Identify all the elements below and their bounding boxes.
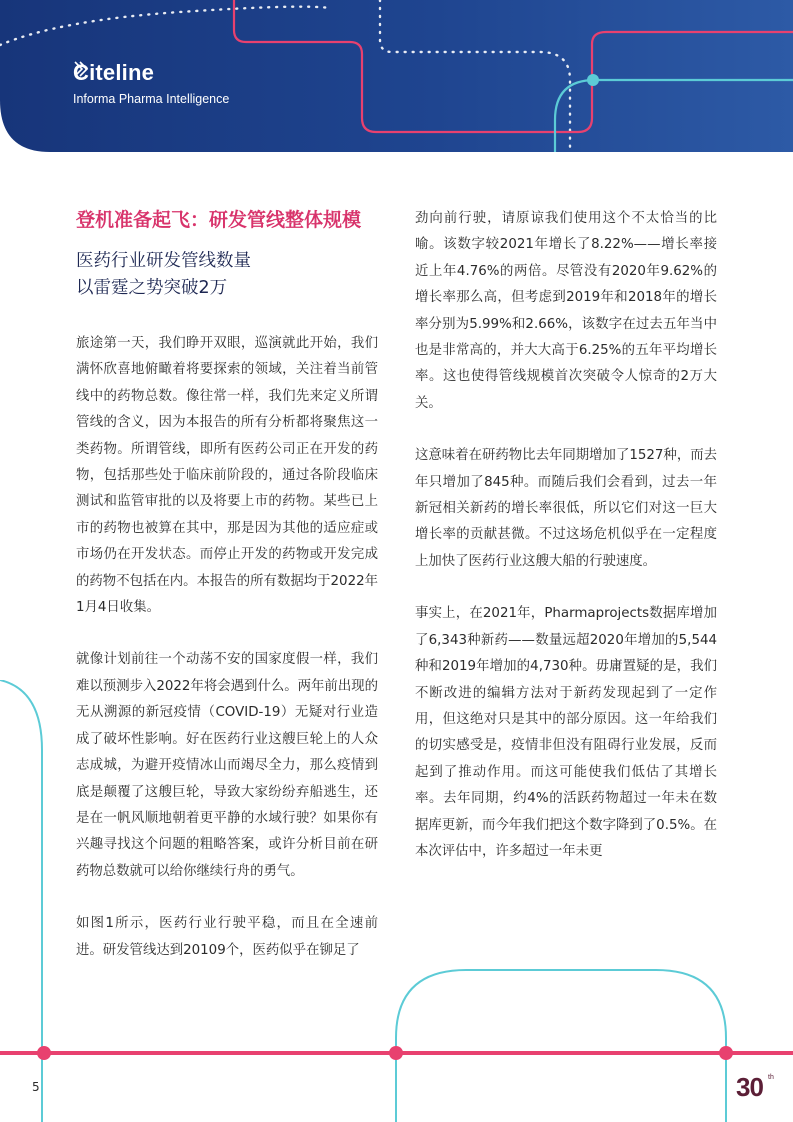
- paragraph: 事实上，在2021年，Pharmaprojects数据库增加了6,343种新药——数量远超2020年增加的5,544种和2019年增加的4,730种。毋庸置疑的是，我们不断改进的编辑方法对于新药发现起到了一定作用，但这绝对只是其中的部分原因。这一年给我们的切实感受是，疫情非但没有阻碍行业发展，反而起到了推动作用。而这可能使我们低估了其增长率。去年同期，约4%的活跃药物超过一年未在数据库更新，而今年我们把这个数字降到了0.5%。在本次评估中，许多超过一年未更: [415, 606, 717, 859]
- anniversary-number: 30: [736, 1072, 763, 1102]
- footer-dot: [37, 1046, 51, 1060]
- footer-dot: [389, 1046, 403, 1060]
- paragraph: 旅途第一天，我们睁开双眼，巡演就此开始，我们满怀欣喜地俯瞰着将要探索的领域，关注着当前管线中的药物总数。像往常一样，我们先来定义所谓管线的含义，因为本报告的所有分析都将聚焦这一类药物。所谓管线，即所有医药公司正在开发的药物，包括那些处于临床前阶段的，通过各阶段临床测试和监管审批的以及将要上市的药物。某些已上市的药物也被算在其中，那是因为其他的适应症或市场仍在开发状态。而停止开发的药物或开发完成的药物不包括在内。本报告的所有数据均于2022年1月4日收集。: [76, 336, 378, 616]
- page-number: 5: [32, 1080, 40, 1094]
- footer-decoration: [0, 960, 793, 1122]
- section-title: 登机准备起飞：研发管线整体规模: [76, 209, 362, 231]
- footer-dot: [719, 1046, 733, 1060]
- brand-tagline: Informa Pharma Intelligence: [73, 92, 230, 106]
- left-column: [76, 206, 378, 964]
- citeline-logo: [73, 60, 229, 106]
- header-banner: [0, 0, 793, 152]
- paragraph: 这意味着在研药物比去年同期增加了1527种，而去年只增加了845种。而随后我们会看到，过去一年新冠相关新药的增长率很低，所以它们对这一巨大增长率的贡献甚微。不过这场危机似乎在一定程度上加快了医药行业这艘大船的行驶速度。: [415, 448, 717, 569]
- right-column: [415, 206, 717, 865]
- paragraph: 如图1所示，医药行业行驶平稳，而且在全速前进。研发管线达到20109个，医药似乎在铆足了: [76, 916, 378, 958]
- anniversary-badge: [736, 1072, 776, 1104]
- brand-name: Citeline: [73, 60, 155, 85]
- paragraph: 劲向前行驶，请原谅我们使用这个不太恰当的比喻。该数字较2021年增长了8.22%——增长率接近上年4.76%的两倍。尽管没有2020年9.62%的增长率那么高，但考虑到2019年和2018年的增长率分别为5.99%和2.66%，该数字在过去五年当中也是非常高的，并大大高于6.25%的五年平均增长率。这也使得管线规模首次突破令人惊奇的2万大关。: [415, 211, 717, 411]
- subtitle-line-1: 医药行业研发管线数量: [76, 251, 251, 271]
- anniversary-suffix: th: [768, 1074, 774, 1081]
- paragraph: 就像计划前往一个动荡不安的国家度假一样，我们难以预测步入2022年将会遇到什么。两年前出现的无从溯源的新冠疫情（COVID-19）无疑对行业造成了破坏性影响。好在医药行业这艘巨轮上的人众志成城，为避开疫情冰山而竭尽全力，那么疫情到底是颠覆了这艘巨轮，导致大家纷纷弃船逃生，还是在一帆风顺地朝着更平静的水域行驶？如果你有兴趣寻找这个问题的粗略答案，或许分析目前在研药物总数就可以给你继续行舟的勇气。: [76, 652, 378, 879]
- chevrons-icon: [73, 60, 89, 78]
- subtitle-line-2: 以雷霆之势突破2万: [76, 278, 228, 298]
- section-subtitle: [76, 248, 378, 302]
